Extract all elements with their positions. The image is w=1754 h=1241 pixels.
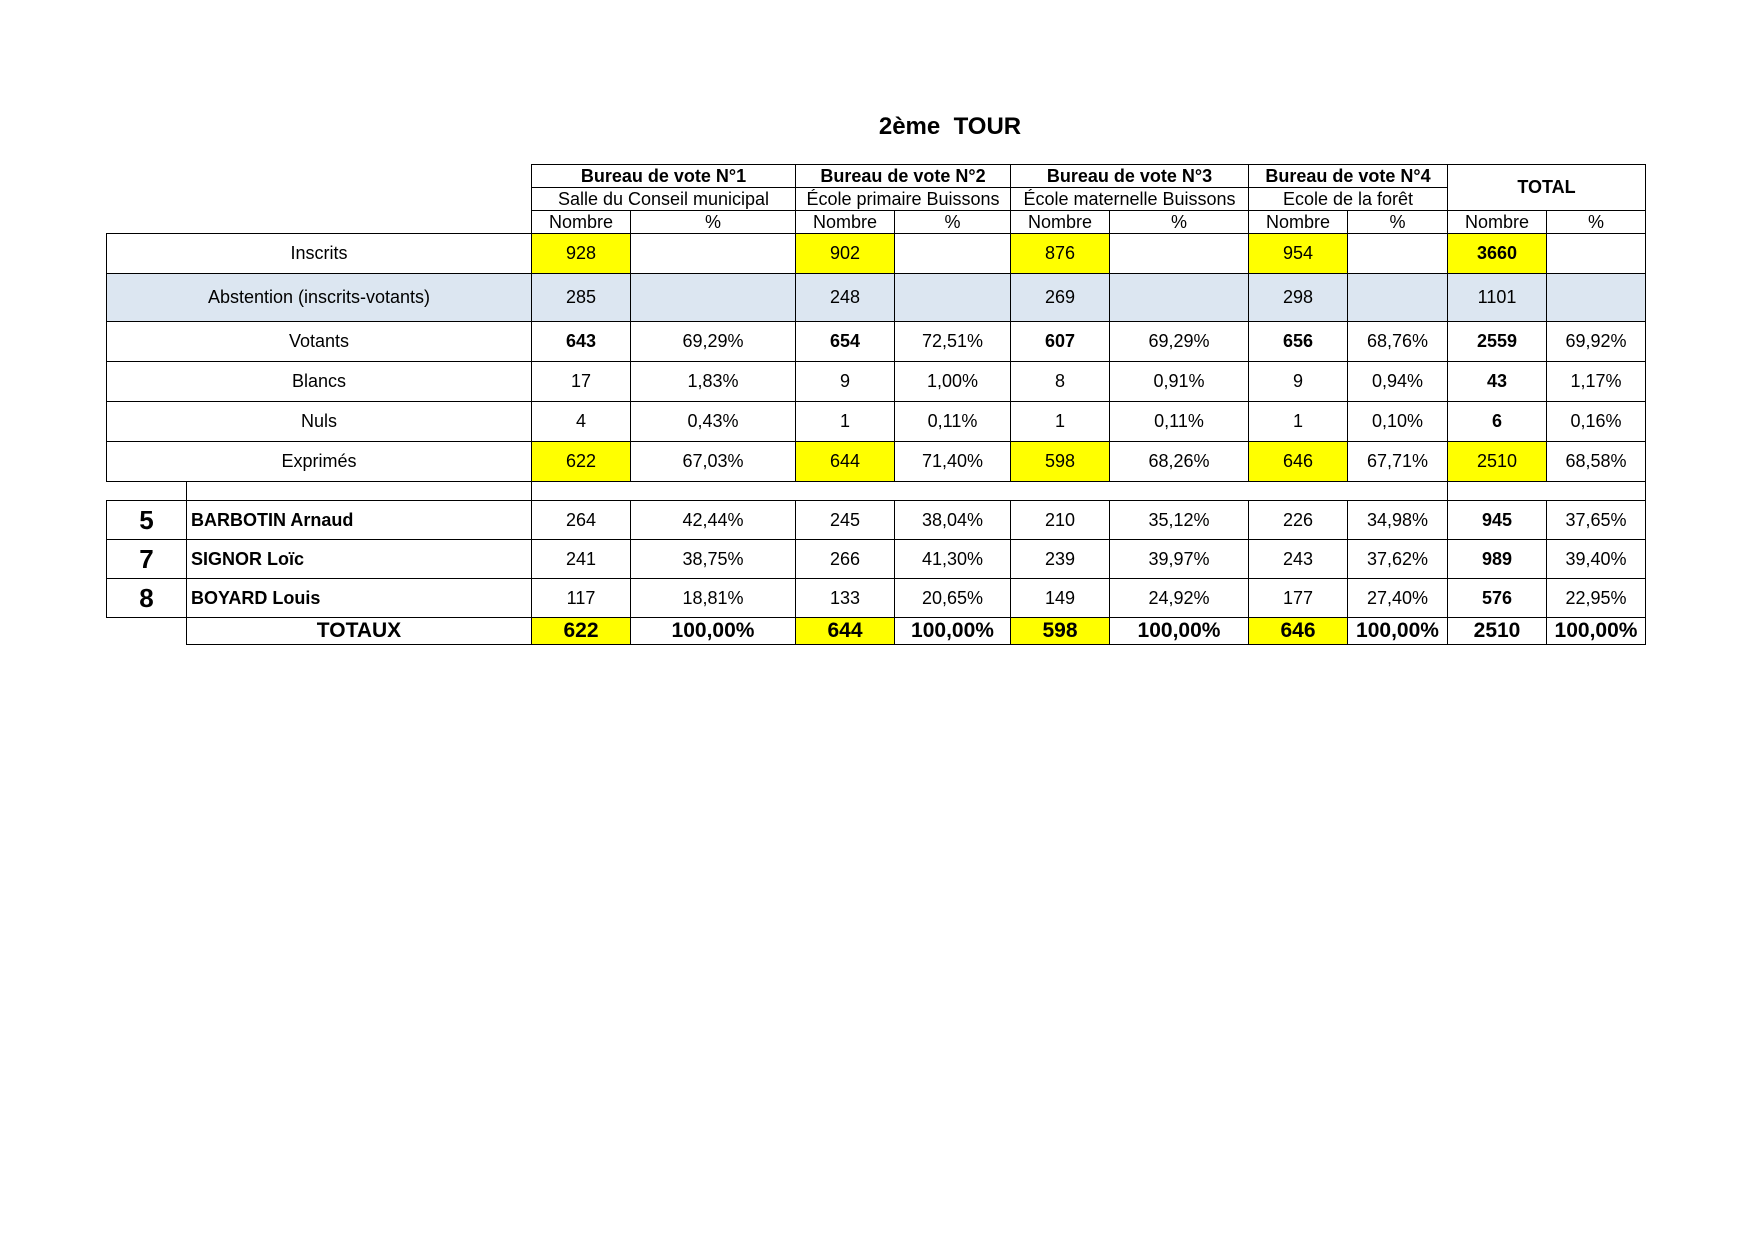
cell: 0,43% <box>631 402 796 442</box>
cell: 269 <box>1011 274 1110 322</box>
col-nombre: Nombre <box>1448 211 1547 234</box>
candidate-name: BOYARD Louis <box>187 579 532 618</box>
cell: 576 <box>1448 579 1547 618</box>
cell: 266 <box>796 540 895 579</box>
row-label: Exprimés <box>107 442 532 482</box>
cell: 1,00% <box>895 362 1011 402</box>
cell: 0,16% <box>1547 402 1646 442</box>
cell: 945 <box>1448 501 1547 540</box>
cell: 989 <box>1448 540 1547 579</box>
row-label: Abstention (inscrits-votants) <box>107 274 532 322</box>
cell: 41,30% <box>895 540 1011 579</box>
cell: 27,40% <box>1348 579 1448 618</box>
cell: 39,40% <box>1547 540 1646 579</box>
cell: 0,10% <box>1348 402 1448 442</box>
cell: 69,29% <box>1110 322 1249 362</box>
cell: 39,97% <box>1110 540 1249 579</box>
cell: 2510 <box>1448 618 1547 645</box>
cell <box>631 274 796 322</box>
cell: 1,17% <box>1547 362 1646 402</box>
cell: 133 <box>796 579 895 618</box>
cell: 285 <box>532 274 631 322</box>
page-title: 2ème TOUR <box>878 113 1022 140</box>
candidate-name: BARBOTIN Arnaud <box>187 501 532 540</box>
cell: 643 <box>532 322 631 362</box>
cell: 243 <box>1249 540 1348 579</box>
total-header: TOTAL <box>1448 165 1646 211</box>
cell: 0,91% <box>1110 362 1249 402</box>
cell: 0,11% <box>895 402 1011 442</box>
cell: 100,00% <box>1547 618 1646 645</box>
cell: 20,65% <box>895 579 1011 618</box>
cell: 644 <box>796 442 895 482</box>
cell: 34,98% <box>1348 501 1448 540</box>
cell: 69,92% <box>1547 322 1646 362</box>
cell: 264 <box>532 501 631 540</box>
cell: 68,58% <box>1547 442 1646 482</box>
cell: 654 <box>796 322 895 362</box>
cell: 24,92% <box>1110 579 1249 618</box>
cell: 1 <box>1249 402 1348 442</box>
cell: 67,71% <box>1348 442 1448 482</box>
cell: 656 <box>1249 322 1348 362</box>
cell: 69,29% <box>631 322 796 362</box>
cell: 245 <box>796 501 895 540</box>
totaux-label: TOTAUX <box>187 618 532 645</box>
cell: 100,00% <box>631 618 796 645</box>
col-nombre: Nombre <box>796 211 895 234</box>
row-blancs <box>107 362 1646 402</box>
row-label: Votants <box>107 322 532 362</box>
col-pct: % <box>631 211 796 234</box>
cell: 622 <box>532 618 631 645</box>
cell: 1101 <box>1448 274 1547 322</box>
cell: 622 <box>532 442 631 482</box>
cell: 1 <box>796 402 895 442</box>
col-pct: % <box>1348 211 1448 234</box>
col-nombre: Nombre <box>532 211 631 234</box>
cell: 68,26% <box>1110 442 1249 482</box>
col-pct: % <box>895 211 1011 234</box>
cell: 38,75% <box>631 540 796 579</box>
cell <box>1547 274 1646 322</box>
cell: 248 <box>796 274 895 322</box>
cell: 646 <box>1249 618 1348 645</box>
cell <box>1348 234 1448 274</box>
row-label: Inscrits <box>107 234 532 274</box>
row-exprimes <box>107 442 1646 482</box>
row-label: Blancs <box>107 362 532 402</box>
cell: 18,81% <box>631 579 796 618</box>
candidate-row <box>107 540 1646 579</box>
cell: 226 <box>1249 501 1348 540</box>
bureau-4-name: Bureau de vote N°4 <box>1249 165 1448 188</box>
cell <box>1110 274 1249 322</box>
cell: 2510 <box>1448 442 1547 482</box>
cell: 6 <box>1448 402 1547 442</box>
results-table <box>106 164 1646 645</box>
cell: 100,00% <box>895 618 1011 645</box>
cell: 239 <box>1011 540 1110 579</box>
cell: 38,04% <box>895 501 1011 540</box>
cell: 902 <box>796 234 895 274</box>
row-votants <box>107 322 1646 362</box>
bureau-3-place: École maternelle Buissons <box>1011 188 1249 211</box>
spacer-row <box>107 482 1646 501</box>
cell: 117 <box>532 579 631 618</box>
bureau-3-name: Bureau de vote N°3 <box>1011 165 1249 188</box>
cell: 598 <box>1011 618 1110 645</box>
header-row-places <box>107 188 1646 211</box>
row-nuls <box>107 402 1646 442</box>
row-inscrits <box>107 234 1646 274</box>
cell: 210 <box>1011 501 1110 540</box>
cell: 0,11% <box>1110 402 1249 442</box>
cell: 607 <box>1011 322 1110 362</box>
row-abstention <box>107 274 1646 322</box>
cell <box>895 274 1011 322</box>
cell: 71,40% <box>895 442 1011 482</box>
cell: 35,12% <box>1110 501 1249 540</box>
cell <box>1547 234 1646 274</box>
row-totaux <box>107 618 1646 645</box>
cell: 598 <box>1011 442 1110 482</box>
cell: 928 <box>532 234 631 274</box>
cell: 954 <box>1249 234 1348 274</box>
candidate-row <box>107 579 1646 618</box>
cell: 4 <box>532 402 631 442</box>
bureau-2-name: Bureau de vote N°2 <box>796 165 1011 188</box>
header-row-bureaux <box>107 165 1646 188</box>
candidate-number: 5 <box>107 501 187 540</box>
cell: 68,76% <box>1348 322 1448 362</box>
cell <box>631 234 796 274</box>
cell: 100,00% <box>1110 618 1249 645</box>
cell: 149 <box>1011 579 1110 618</box>
cell: 42,44% <box>631 501 796 540</box>
cell: 67,03% <box>631 442 796 482</box>
cell: 43 <box>1448 362 1547 402</box>
cell: 9 <box>796 362 895 402</box>
row-label: Nuls <box>107 402 532 442</box>
cell: 298 <box>1249 274 1348 322</box>
col-nombre: Nombre <box>1249 211 1348 234</box>
cell <box>895 234 1011 274</box>
bureau-4-place: Ecole de la forêt <box>1249 188 1448 211</box>
cell: 1 <box>1011 402 1110 442</box>
cell: 22,95% <box>1547 579 1646 618</box>
cell: 9 <box>1249 362 1348 402</box>
header-row-columns <box>107 211 1646 234</box>
cell: 644 <box>796 618 895 645</box>
candidate-number: 7 <box>107 540 187 579</box>
cell: 241 <box>532 540 631 579</box>
col-pct: % <box>1110 211 1249 234</box>
cell: 1,83% <box>631 362 796 402</box>
cell: 37,65% <box>1547 501 1646 540</box>
cell: 17 <box>532 362 631 402</box>
cell: 72,51% <box>895 322 1011 362</box>
cell: 646 <box>1249 442 1348 482</box>
bureau-2-place: École primaire Buissons <box>796 188 1011 211</box>
cell: 100,00% <box>1348 618 1448 645</box>
cell: 177 <box>1249 579 1348 618</box>
candidate-number: 8 <box>107 579 187 618</box>
cell: 8 <box>1011 362 1110 402</box>
cell: 2559 <box>1448 322 1547 362</box>
candidate-name: SIGNOR Loïc <box>187 540 532 579</box>
col-pct: % <box>1547 211 1646 234</box>
bureau-1-name: Bureau de vote N°1 <box>532 165 796 188</box>
bureau-1-place: Salle du Conseil municipal <box>532 188 796 211</box>
cell <box>1348 274 1448 322</box>
col-nombre: Nombre <box>1011 211 1110 234</box>
cell: 876 <box>1011 234 1110 274</box>
cell: 3660 <box>1448 234 1547 274</box>
cell: 37,62% <box>1348 540 1448 579</box>
candidate-row <box>107 501 1646 540</box>
cell: 0,94% <box>1348 362 1448 402</box>
cell <box>1110 234 1249 274</box>
